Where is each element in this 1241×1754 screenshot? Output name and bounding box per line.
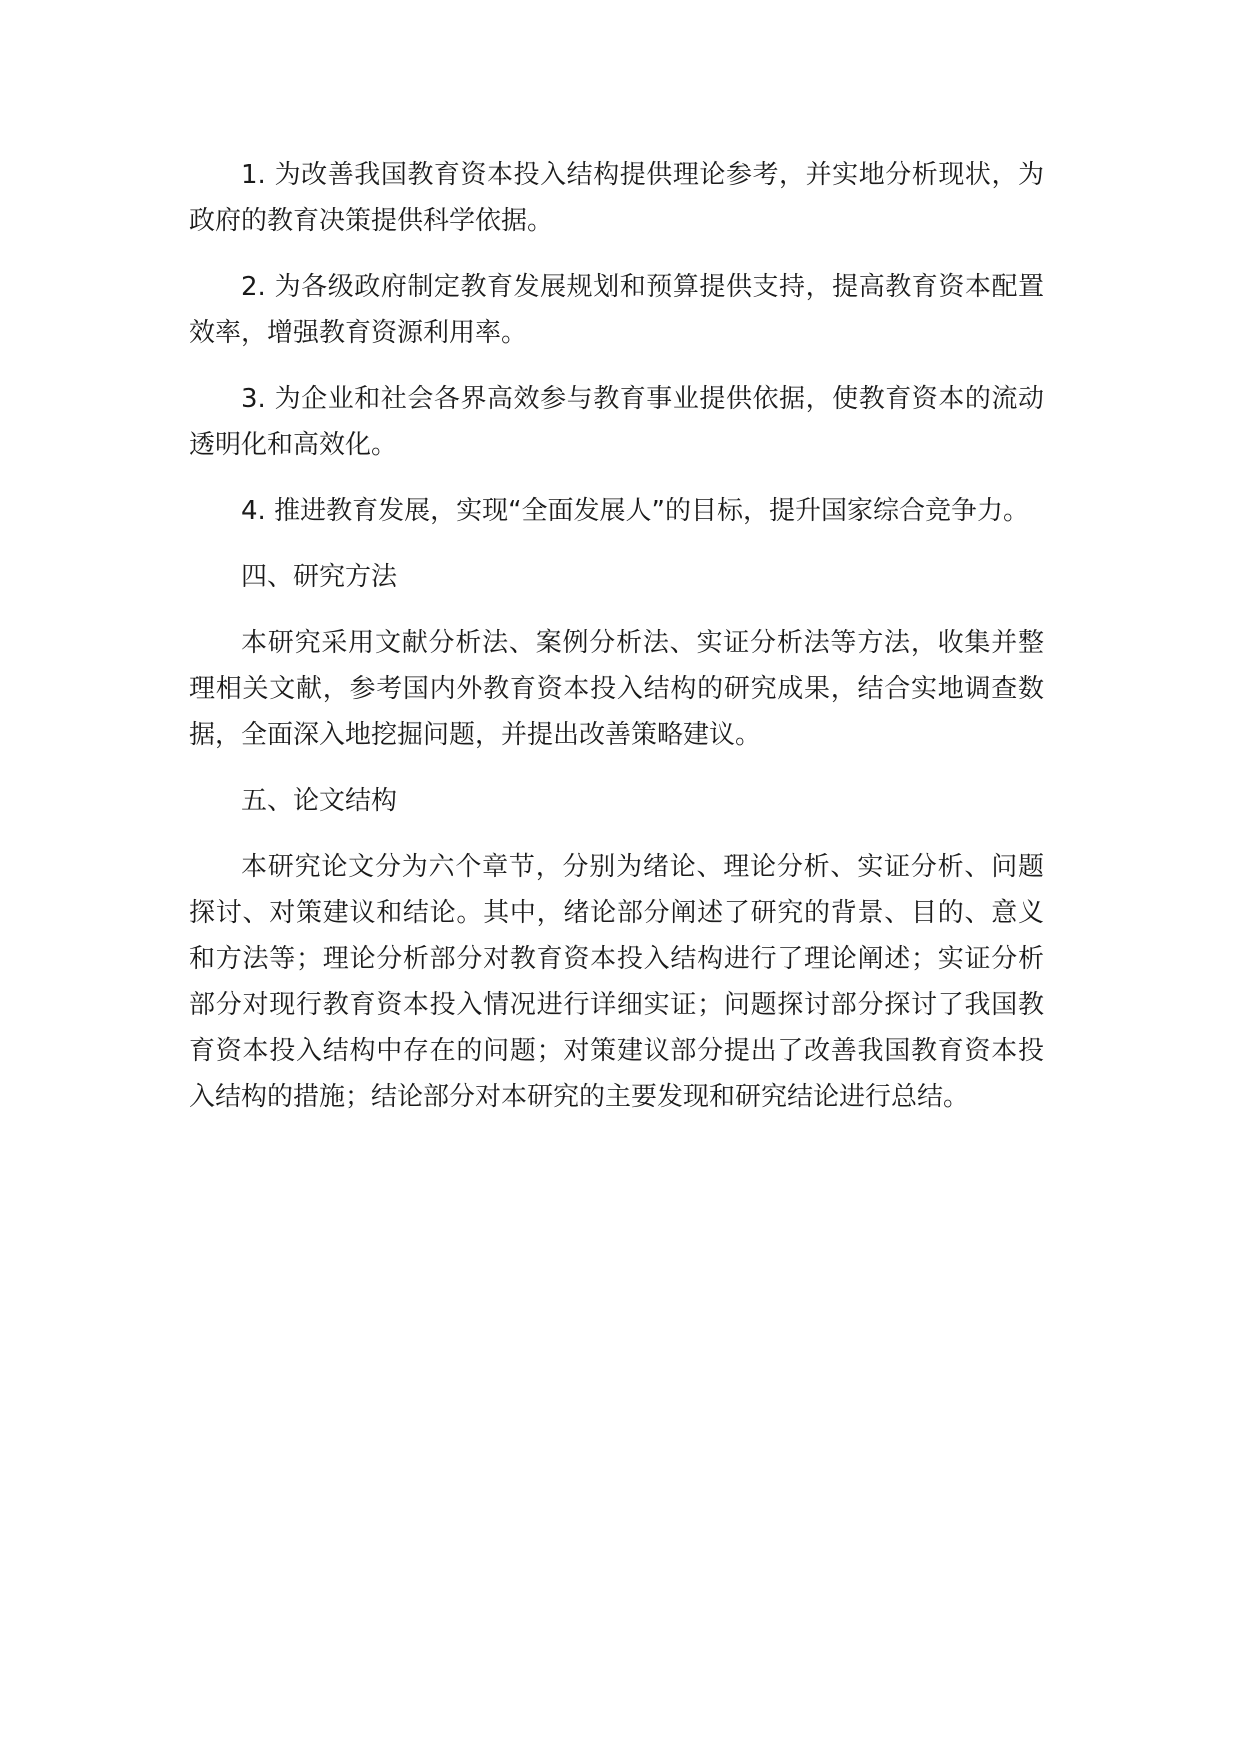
thesis-structure-paragraph: 本研究论文分为六个章节，分别为绪论、理论分析、实证分析、问题探讨、对策建议和结论。其中，绪论部分阐述了研究的背景、目的、意义和方法等；理论分析部分对教育资本投入结构进行了理论阐述；实证分析部分对现行教育资本投入情况进行详细实证；问题探讨部分探讨了我国教育资本投入结构中存在的问题；对策建议部分提出了改善我国教育资本投入结构的措施；结论部分对本研究的主要发现和研究结论进行总结。 bbox=[189, 852, 1044, 1112]
list-item-2: 2. 为各级政府制定教育发展规划和预算提供支持，提高教育资本配置效率，增强教育资源利用率。 bbox=[189, 272, 1044, 348]
list-item-1: 1. 为改善我国教育资本投入结构提供理论参考，并实地分析现状，为政府的教育决策提供科学依据。 bbox=[189, 160, 1044, 236]
list-item-4: 4. 推进教育发展，实现“全面发展人”的目标，提升国家综合竞争力。 bbox=[241, 496, 1030, 526]
section-heading-research-method: 四、研究方法 bbox=[241, 562, 398, 592]
list-item-3: 3. 为企业和社会各界高效参与教育事业提供依据，使教育资本的流动透明化和高效化。 bbox=[189, 384, 1044, 460]
research-method-paragraph: 本研究采用文献分析法、案例分析法、实证分析法等方法，收集并整理相关文献，参考国内外教育资本投入结构的研究成果，结合实地调查数据，全面深入地挖掘问题，并提出改善策略建议。 bbox=[189, 628, 1044, 750]
section-heading-thesis-structure: 五、论文结构 bbox=[241, 786, 398, 816]
document-body bbox=[189, 152, 1044, 1140]
